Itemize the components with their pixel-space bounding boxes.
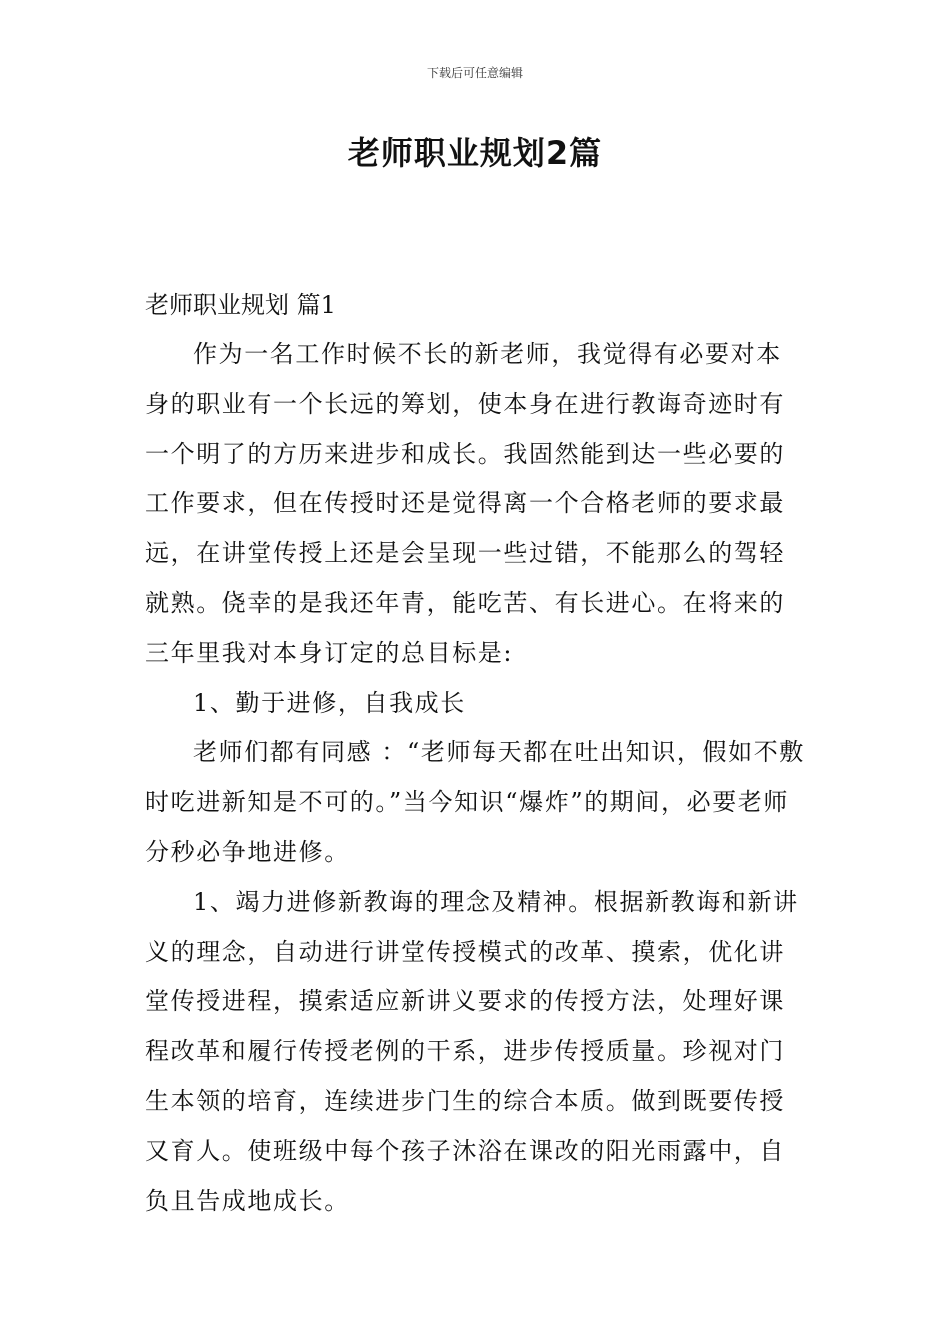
document-title: 老师职业规划2篇 bbox=[347, 134, 603, 172]
section-heading: 老师职业规划 篇1 bbox=[145, 291, 336, 319]
paragraph-quote: 老师们都有同感 ：“老师每天都在吐出知识，假如不敷时吃进新知是不可的。”当今知识“爆炸”的期间，必要老师分秒必争地进修。 bbox=[145, 738, 805, 866]
paragraph-intro: 作为一名工作时候不长的新老师，我觉得有必要对本身的职业有一个长远的筹划，使本身在进行教诲奇迹时有一个明了的方历来进步和成长。我固然能到达一些必要的工作要求，但在传授时还是觉得离一个合格老师的要求最远，在讲堂传授上还是会呈现一些过错，不能那么的驾轻就熟。侥幸的是我还年青，能吃苦、有长进心。在将来的三年里我对本身订定的总目标是: bbox=[145, 340, 785, 667]
document-body bbox=[145, 280, 805, 1226]
paragraph-study: 1、竭力进修新教诲的理念及精神。根据新教诲和新讲义的理念，自动进行讲堂传授模式的改革、摸索，优化讲堂传授进程，摸索适应新讲义要求的传授方法，处理好课程改革和履行传授老例的干系，进步传授质量。珍视对门生本领的培育，连续进步门生的综合本质。做到既要传授又育人。使班级中每个孩子沐浴在课改的阳光雨露中，自负且告成地成长。 bbox=[145, 887, 799, 1215]
paragraph-point-heading: 1、勤于进修，自我成长 bbox=[193, 688, 466, 717]
header-note: 下载后可任意编辑 bbox=[426, 66, 523, 80]
